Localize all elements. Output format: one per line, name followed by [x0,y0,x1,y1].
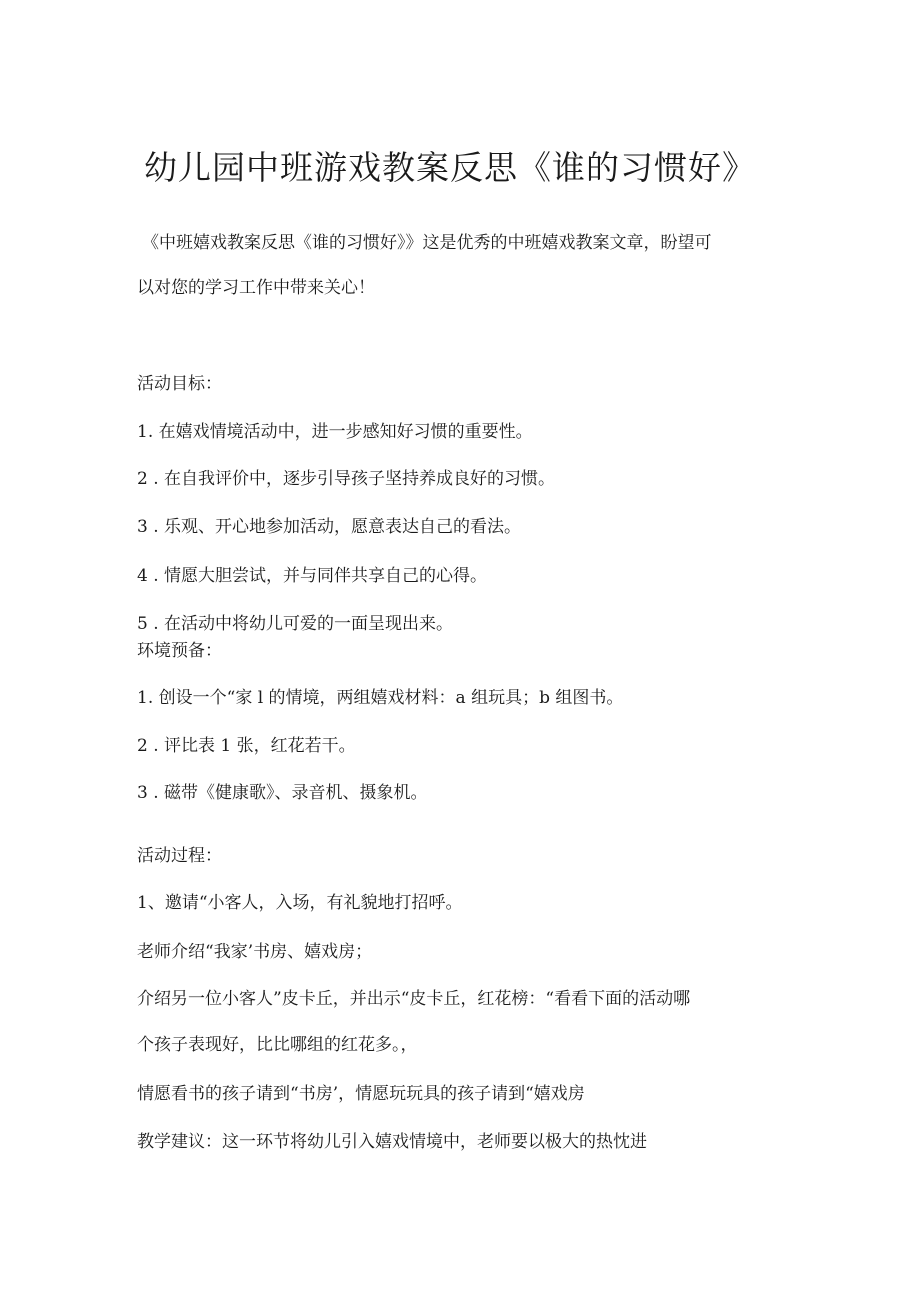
prep-heading: 环境预备： [137,641,222,661]
process-line-4: 个孩子表现好，比比哪组的红花多。， [137,1035,418,1055]
process-line-3: 介绍另一位小客人”皮卡丘，并出示“皮卡丘，红花榜：“看看下面的活动哪 [137,989,691,1009]
intro-line-2: 以对您的学习工作中带来关心！ [137,278,375,298]
process-heading: 活动过程： [137,846,222,866]
intro-line-1: 《中班嬉戏教案反思《谁的习惯好》》这是优秀的中班嬉戏教案文章，盼望可 [142,233,712,253]
prep-item-1: 1. 创设一个“家 l 的情境，两组嬉戏材料：a 组玩具；b 组图书。 [137,688,624,708]
goal-item-2: 2 . 在自我评价中，逐步引导孩子坚持养成良好的习惯。 [137,469,556,489]
process-line-1: 1、邀请“小客人，入场，有礼貌地打招呼。 [137,893,463,913]
prep-item-2: 2 . 评比表 1 张，红花若干。 [137,736,356,756]
process-line-5: 情愿看书的孩子请到“书房’，情愿玩玩具的孩子请到“嬉戏房 [137,1084,585,1104]
goal-item-1: 1. 在嬉戏情境活动中，进一步感知好习惯的重要性。 [137,422,533,442]
goal-item-5: 5 . 在活动中将幼儿可爱的一面呈现出来。 [137,614,454,634]
goals-heading: 活动目标： [137,374,222,394]
page-title: 幼儿园中班游戏教案反思《谁的习惯好》 [144,148,756,187]
prep-item-3: 3 . 磁带《健康歌》、录音机、摄象机。 [137,783,428,803]
process-line-2: 老师介绍“我家’书房、嬉戏房； [137,942,373,962]
goal-item-3: 3 . 乐观、开心地参加活动，愿意表达自己的看法。 [137,517,522,537]
goal-item-4: 4 . 情愿大胆尝试，并与同伴共享自己的心得。 [137,566,488,586]
process-line-6: 教学建议：这一环节将幼儿引入嬉戏情境中，老师要以极大的热忱进 [137,1132,647,1152]
